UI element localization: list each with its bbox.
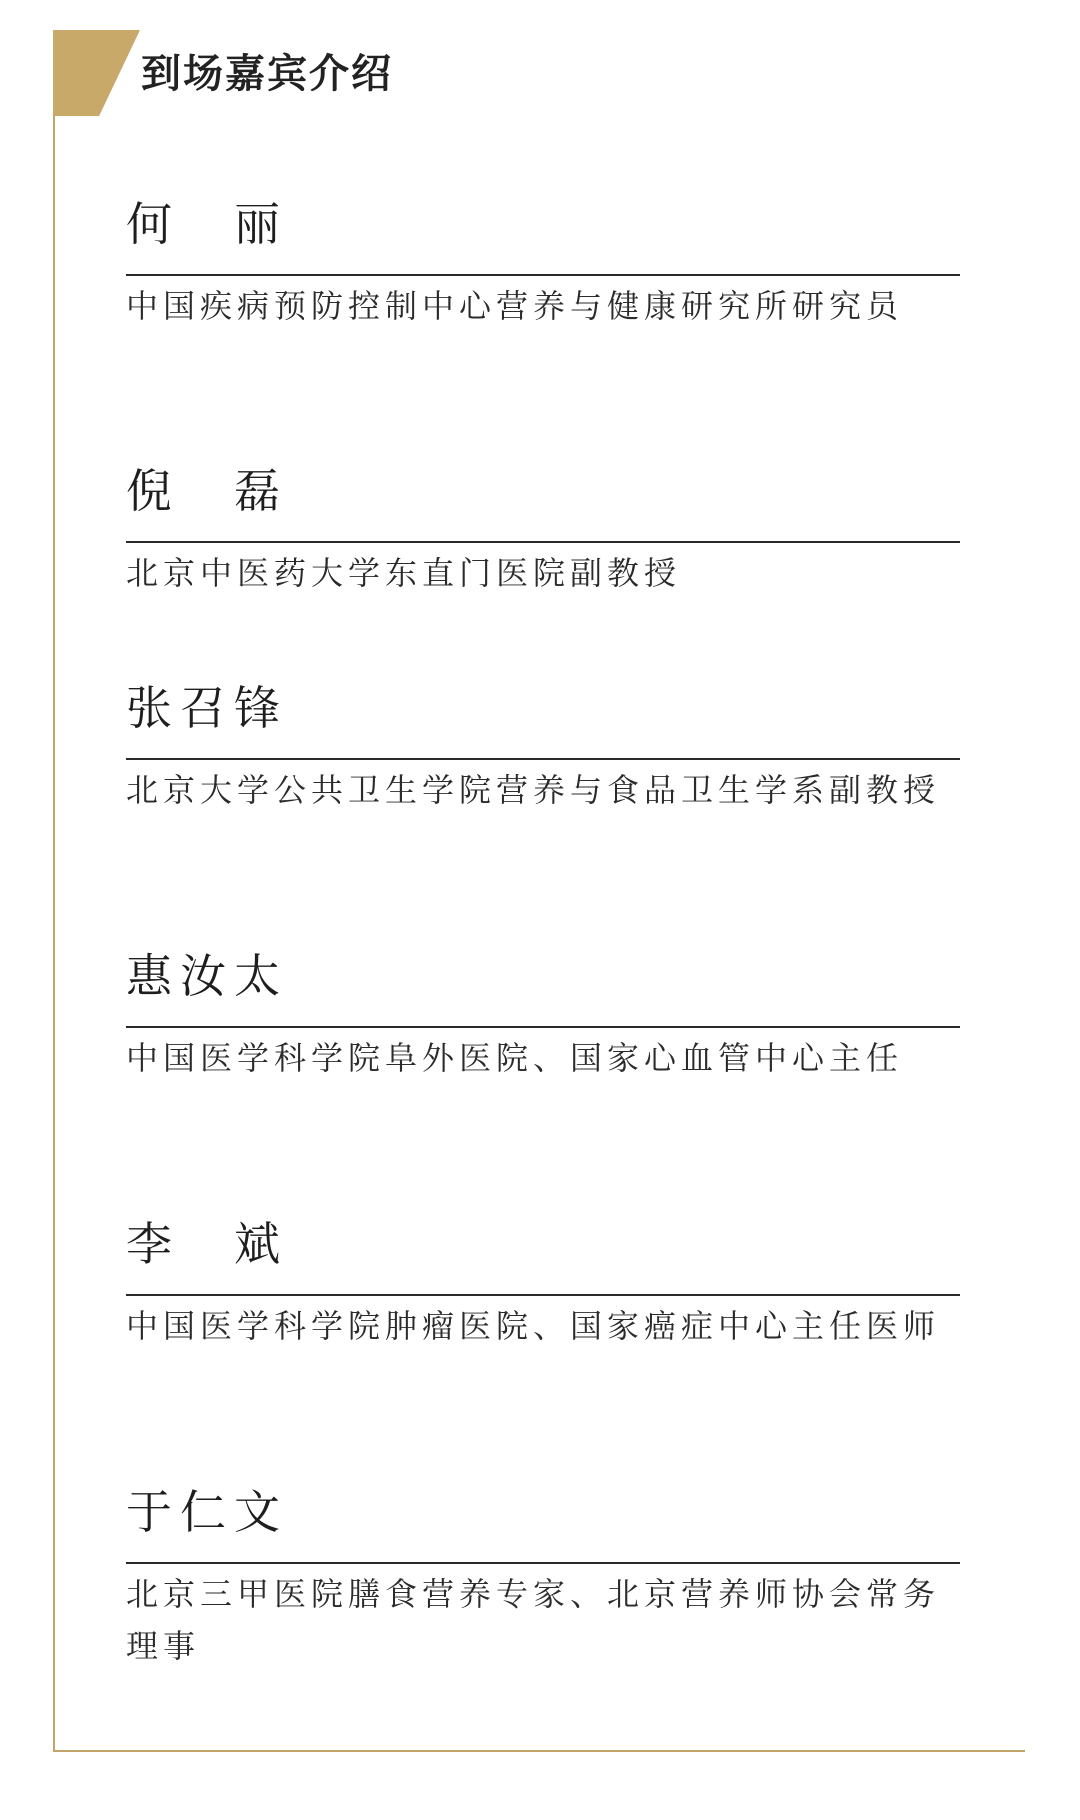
guest-card <box>126 1216 960 1352</box>
guest-card <box>126 680 960 816</box>
guest-name: 何 丽 <box>126 197 288 251</box>
guest-title: 中国疾病预防控制中心营养与健康研究所研究员 <box>126 287 904 325</box>
guest-card <box>126 948 960 1084</box>
title-accent-tab <box>53 30 140 116</box>
guest-title: 北京中医药大学东直门医院副教授 <box>126 554 682 592</box>
guest-title: 中国医学科学院阜外医院、国家心血管中心主任 <box>126 1039 904 1077</box>
divider-line <box>126 274 960 276</box>
guest-title: 中国医学科学院肿瘤医院、国家癌症中心主任医师 <box>126 1307 941 1345</box>
frame-left-border <box>53 116 55 1752</box>
guest-title: 北京大学公共卫生学院营养与食品卫生学系副教授 <box>126 771 941 809</box>
guest-name: 于仁文 <box>126 1485 288 1539</box>
guest-name: 张召锋 <box>126 681 288 735</box>
guest-card <box>126 1484 960 1672</box>
divider-line <box>126 758 960 760</box>
guest-card <box>126 196 960 332</box>
divider-line <box>126 1026 960 1028</box>
guest-name: 李 斌 <box>126 1217 288 1271</box>
divider-line <box>126 1294 960 1296</box>
guest-name: 惠汝太 <box>126 949 288 1003</box>
guest-title: 北京三甲医院膳食营养专家、北京营养师协会常务理事 <box>126 1575 941 1665</box>
frame-bottom-border <box>53 1750 1025 1752</box>
divider-line <box>126 1562 960 1564</box>
divider-line <box>126 541 960 543</box>
section-title: 到场嘉宾介绍 <box>141 51 393 97</box>
guest-card <box>126 463 960 599</box>
guest-name: 倪 磊 <box>126 464 288 518</box>
